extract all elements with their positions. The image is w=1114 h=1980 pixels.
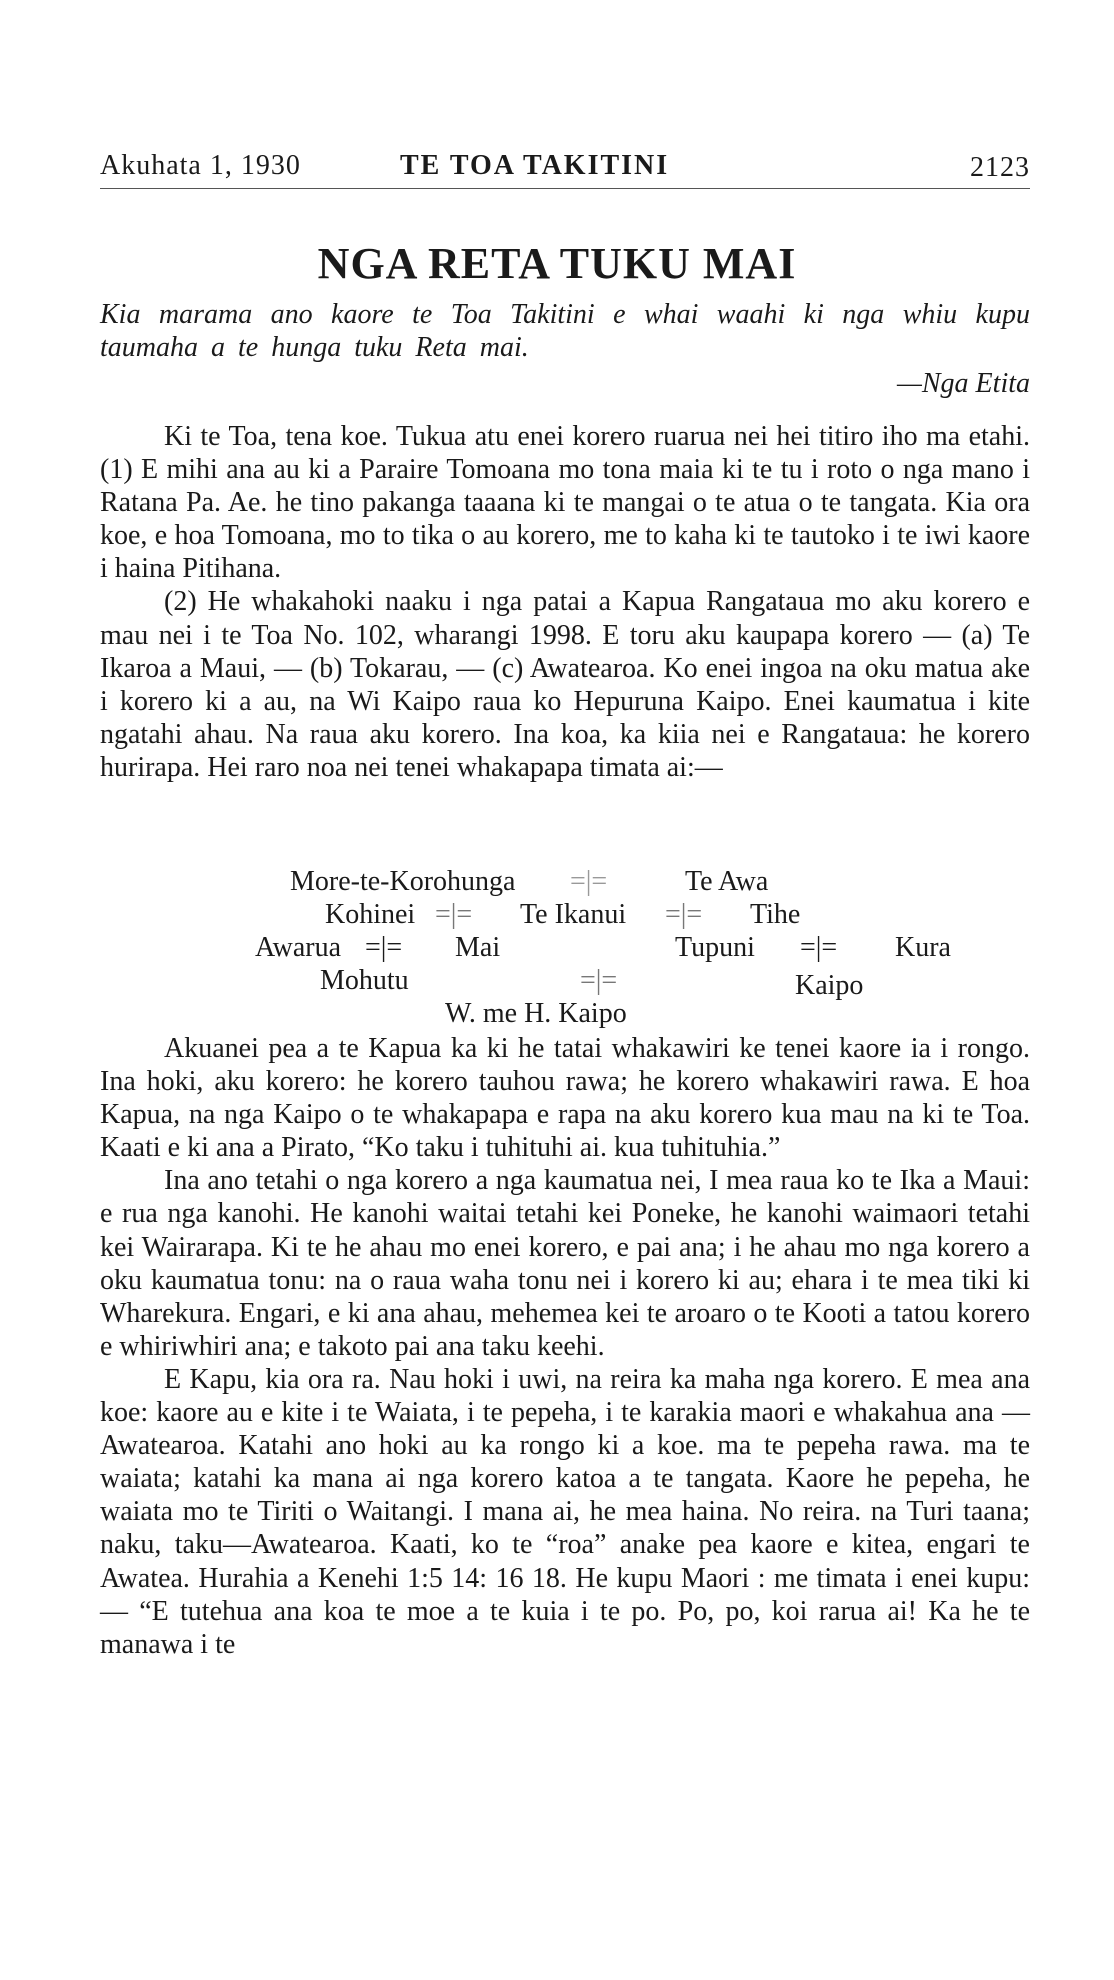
- paragraph-1: Ki te Toa, tena koe. Tukua atu enei korero ruarua nei hei titiro iho ma etahi. (1) E mihi ana au ki a Paraire Tomoana mo tona maia ki te tu i roto o nga mano i Ratana Pa. Ae. he tino pakanga taaana ki te mangai o te atua o te tangata. Kia ora koe, e hoa Tomoana, mo to tika o au korero, me to kaha ki te tautoko i te iwi kaore i haina Pitihana.: [100, 421, 1030, 585]
- genealogy-name: Tupuni: [675, 932, 755, 963]
- genealogy-marriage-sign: =|=: [435, 899, 473, 930]
- genealogy-name: Awarua: [255, 932, 342, 963]
- editor-signature: —Nga Etita: [896, 368, 1030, 399]
- running-header: [100, 150, 1030, 190]
- editor-note: Kia marama ano kaore te Toa Takitini e whai waahi ki nga whiu kupu taumaha a te hunga tuku Reta mai.: [100, 299, 1030, 363]
- journal-title: TE TOA TAKITINI: [400, 150, 670, 181]
- genealogy-marriage-sign: =|=: [800, 932, 838, 963]
- paragraph-2: (2) He whakahoki naaku i nga patai a Kapua Rangataua mo aku korero e mau nei i te Toa No. 102, wharangi 1998. E toru aku kaupapa korero — (a) Te Ikaroa a Maui, — (b) Tokarau, — (c) Awatearoa. Ko enei ingoa na oku matua ake i korero ki a au, na Wi Kaipo raua ko Hepuruna Kaipo. Enei kaumatua i kite ngatahi ahau. Na raua aku korero. Ina koa, ka kiia nei e Rangataua: he korero hurirapa. Hei raro noa nei tenei whakapapa timata ai:—: [100, 586, 1030, 783]
- genealogy-name: Kura: [895, 932, 951, 963]
- genealogy-marriage-sign: =|=: [365, 932, 403, 963]
- genealogy-name: Te Ikanui: [520, 899, 627, 930]
- genealogy-marriage-sign: =|=: [570, 866, 608, 897]
- genealogy-name: Mohutu: [320, 965, 409, 996]
- genealogy-marriage-sign: =|=: [580, 965, 618, 996]
- genealogy-marriage-sign: =|=: [665, 899, 703, 930]
- letter-body-part2: [100, 1032, 1030, 1661]
- genealogy-descendants: W. me H. Kaipo: [445, 998, 627, 1029]
- header-rule: [100, 188, 1030, 189]
- genealogy-name: Kaipo: [795, 970, 864, 1001]
- genealogy-table: [100, 866, 1030, 1031]
- paragraph-5: E Kapu, kia ora ra. Nau hoki i uwi, na reira ka maha nga korero. E mea ana koe: kaore au e kite i te Waiata, i te pepeha, i te karakia maori e whakahua ana — Awatearoa. Katahi ano hoki au ka rongo ki a koe. ma te pepeha rawa. ma te waiata; katahi ka mana ai nga korero katoa a te tangata. Kaore he pepeha, he waiata mo te Tiriti o Waitangi. I mana ai, he mea haina. No reira. na Turi taana; naku, taku—Awatearoa. Kaati, ko te “roa” anake pea kaore e kitea, engari te Awatea. Hurahia a Kenehi 1:5 14: 16 18. He kupu Maori : me timata i enei kupu:— “E tutehua ana koa te moe a te kuia i te po. Po, po, koi rarua ai! Ka he te manawa i te: [100, 1363, 1030, 1660]
- letter-body-part1: [100, 420, 1030, 784]
- page-number: 2123: [970, 152, 1030, 183]
- genealogy-name: Kohinei: [325, 899, 416, 930]
- paragraph-4: Ina ano tetahi o nga korero a nga kaumatua nei, I mea raua ko te Ika a Maui: e rua nga kanohi. He kanohi waitai tetahi kei Poneke, he kanohi waimaori tetahi kei Wairarapa. Ki te he ahau mo enei korero, e pai ana; i he ahau mo nga korero a oku kaumatua tonu: na o raua waha tonu nei i korero ki au; ehara i te mea tiki ki Wharekura. Engari, e ki ana ahau, mehemea kei te aroaro o te Kooti a tatou korero e whiriwhiri ana; e takoto pai ana taku keehi.: [100, 1165, 1030, 1362]
- article-title: NGA RETA TUKU MAI: [317, 239, 797, 288]
- paragraph-3: Akuanei pea a te Kapua ka ki he tatai whakawiri ke tenei kaore ia i rongo. Ina hoki, aku korero: he korero tauhou rawa; he korero whakawiri rawa. E hoa Kapua, na nga Kaipo o te whakapapa e rapa na aku korero kua mau na ki te Toa. Kaati e ki ana a Pirato, “Ko taku i tuhituhi ai. kua tuhituhia.”: [100, 1033, 1030, 1164]
- genealogy-name: Te Awa: [685, 866, 769, 897]
- genealogy-name: Tihe: [750, 899, 801, 930]
- genealogy-name: Mai: [455, 932, 501, 963]
- issue-date: Akuhata 1, 1930: [100, 150, 301, 181]
- genealogy-name: More-te-Korohunga: [290, 866, 516, 897]
